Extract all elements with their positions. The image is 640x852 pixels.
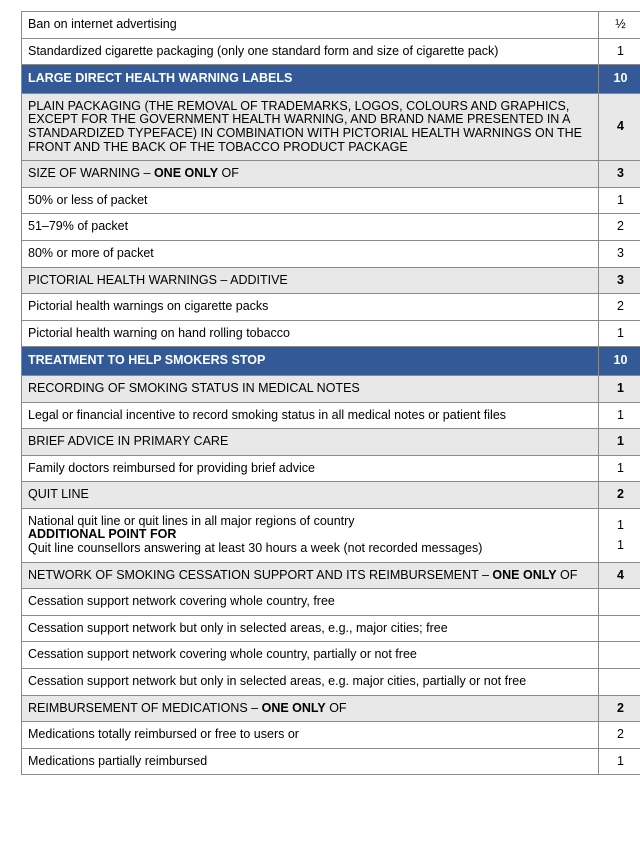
row-label-text: Quit line counsellors answering at least 30 hours a week (not recorded messages) (28, 541, 483, 556)
row-label-text: REIMBURSEMENT OF MEDICATIONS – (28, 700, 262, 715)
row-label-text: Medications partially reimbursed (28, 753, 208, 768)
row-label (22, 642, 599, 669)
row-label-text: QUIT LINE (28, 487, 89, 502)
table-row-subheader (22, 375, 640, 402)
row-points (599, 642, 640, 669)
row-label (22, 187, 599, 214)
table-row-item (22, 214, 640, 241)
row-points: 1 (599, 748, 640, 775)
table-row-item (22, 187, 640, 214)
row-points: 10 (599, 65, 640, 94)
row-label (22, 562, 599, 589)
row-label-text: Ban on internet advertising (28, 17, 177, 31)
row-points-value: 1 (617, 518, 624, 533)
table-row-item (22, 642, 640, 669)
row-label-line (28, 542, 592, 556)
policy-points-table (21, 11, 640, 775)
row-label (22, 429, 599, 456)
row-label-text: SIZE OF WARNING – (28, 166, 154, 181)
table-row-subheader (22, 161, 640, 188)
row-label (22, 12, 599, 39)
row-points: 1 (599, 455, 640, 482)
table-row-subheader (22, 482, 640, 509)
row-label (22, 347, 599, 376)
row-label-text: OF (325, 700, 347, 715)
row-label-text: Medications totally reimbursed or free to users or (28, 727, 299, 742)
row-points (599, 669, 640, 696)
table-row-section (22, 347, 640, 376)
row-label (22, 214, 599, 241)
row-label-text: National quit line or quit lines in all major regions of country (28, 513, 355, 528)
table-row-item (22, 320, 640, 347)
row-points: 10 (599, 347, 640, 376)
row-label-text: 51–79% of packet (28, 219, 129, 234)
table-row-item (22, 722, 640, 749)
row-label-text: LARGE DIRECT HEALTH WARNING LABELS (28, 71, 293, 86)
row-points: 1 (599, 429, 640, 456)
row-points: 1 (599, 187, 640, 214)
table-row-subheader (22, 429, 640, 456)
row-label (22, 615, 599, 642)
row-label-text: 80% or more of packet (28, 245, 154, 260)
policy-points-table-body (22, 12, 640, 775)
table-row-item (22, 748, 640, 775)
table-row-subheader (22, 695, 640, 722)
table-row-item (22, 589, 640, 616)
row-points: 2 (599, 722, 640, 749)
row-points: 2 (599, 482, 640, 509)
row-label (22, 65, 599, 94)
row-label (22, 38, 599, 65)
row-label (22, 722, 599, 749)
row-label-text: TREATMENT TO HELP SMOKERS STOP (28, 353, 266, 368)
row-label-bold-text: ADDITIONAL POINT FOR (28, 527, 177, 542)
row-label-text: NETWORK OF SMOKING CESSATION SUPPORT AND ITS REIMBURSEMENT – (28, 567, 493, 582)
row-label-bold-text: ONE ONLY (261, 700, 326, 715)
row-label (22, 748, 599, 775)
table-row-item (22, 508, 640, 562)
row-points (599, 589, 640, 616)
row-label (22, 482, 599, 509)
row-label-text: Cessation support network but only in selected areas, e.g., major cities; free (28, 620, 448, 635)
table-row-item (22, 615, 640, 642)
row-label (22, 589, 599, 616)
table-row-section (22, 65, 640, 94)
row-points: ½ (599, 12, 640, 39)
row-points (599, 615, 640, 642)
row-points: 2 (599, 214, 640, 241)
row-label-line (28, 515, 592, 529)
row-points: 1 (599, 38, 640, 65)
row-label-bold-text: ONE ONLY (492, 567, 557, 582)
row-label (22, 455, 599, 482)
row-label-text: Cessation support network but only in selected areas, e.g. major cities, partially or not free (28, 674, 527, 689)
table-row-item (22, 294, 640, 321)
row-label-text: RECORDING OF SMOKING STATUS IN MEDICAL NOTES (28, 380, 360, 395)
row-label-text: Pictorial health warning on hand rolling tobacco (28, 325, 290, 340)
row-label-text: BRIEF ADVICE IN PRIMARY CARE (28, 434, 229, 449)
row-label (22, 695, 599, 722)
table-row-item (22, 12, 640, 39)
row-label-bold-text: ONE ONLY (153, 166, 219, 181)
row-label-text: OF (556, 567, 578, 582)
row-label (22, 93, 599, 160)
row-label-text: Cessation support network covering whole country, free (28, 594, 335, 609)
table-row-item (22, 669, 640, 696)
row-points: 3 (599, 161, 640, 188)
row-points: 4 (599, 562, 640, 589)
row-label-text: PLAIN PACKAGING (THE REMOVAL OF TRADEMARKS, LOGOS, COLOURS AND GRAPHICS, EXCEPT FOR THE GOVERNMENT HEALTH WARNING, AND BRAND NAME PRESENTED IN A STANDARDIZED TYPEFACE) IN COMBINATION WITH PICTORIAL HEALTH WARNINGS ON THE FRONT AND THE BACK OF THE TOBACCO PRODUCT PACKAGE (28, 98, 582, 154)
row-label (22, 402, 599, 429)
row-label (22, 375, 599, 402)
row-label (22, 161, 599, 188)
row-points: 2 (599, 294, 640, 321)
row-label-text: Family doctors reimbursed for providing brief advice (28, 460, 315, 475)
row-label-text: 50% or less of packet (28, 192, 148, 207)
row-label-text: Legal or financial incentive to record smoking status in all medical notes or patient files (28, 407, 507, 422)
row-label-text: OF (218, 166, 239, 181)
row-label (22, 320, 599, 347)
row-points (599, 508, 640, 562)
row-points: 1 (599, 320, 640, 347)
row-label-text: Standardized cigarette packaging (only one standard form and size of cigarette pack) (28, 43, 499, 58)
row-label (22, 669, 599, 696)
table-row-subheader (22, 93, 640, 160)
table-row-item (22, 38, 640, 65)
row-points: 3 (599, 267, 640, 294)
row-points: 3 (599, 240, 640, 267)
row-points-value: 1 (617, 538, 624, 553)
row-label-line (28, 528, 592, 542)
row-label (22, 267, 599, 294)
row-points: 1 (599, 402, 640, 429)
row-points: 1 (599, 375, 640, 402)
row-label (22, 240, 599, 267)
row-label (22, 508, 599, 562)
row-label-text: PICTORIAL HEALTH WARNINGS – ADDITIVE (28, 272, 288, 287)
row-points: 4 (599, 93, 640, 160)
table-row-subheader (22, 267, 640, 294)
row-points: 2 (599, 695, 640, 722)
row-label (22, 294, 599, 321)
table-row-item (22, 402, 640, 429)
row-label-text: Cessation support network covering whole country, partially or not free (28, 647, 417, 662)
row-label-text: Pictorial health warnings on cigarette packs (28, 299, 269, 314)
table-row-item (22, 455, 640, 482)
table-row-item (22, 240, 640, 267)
table-row-subheader (22, 562, 640, 589)
